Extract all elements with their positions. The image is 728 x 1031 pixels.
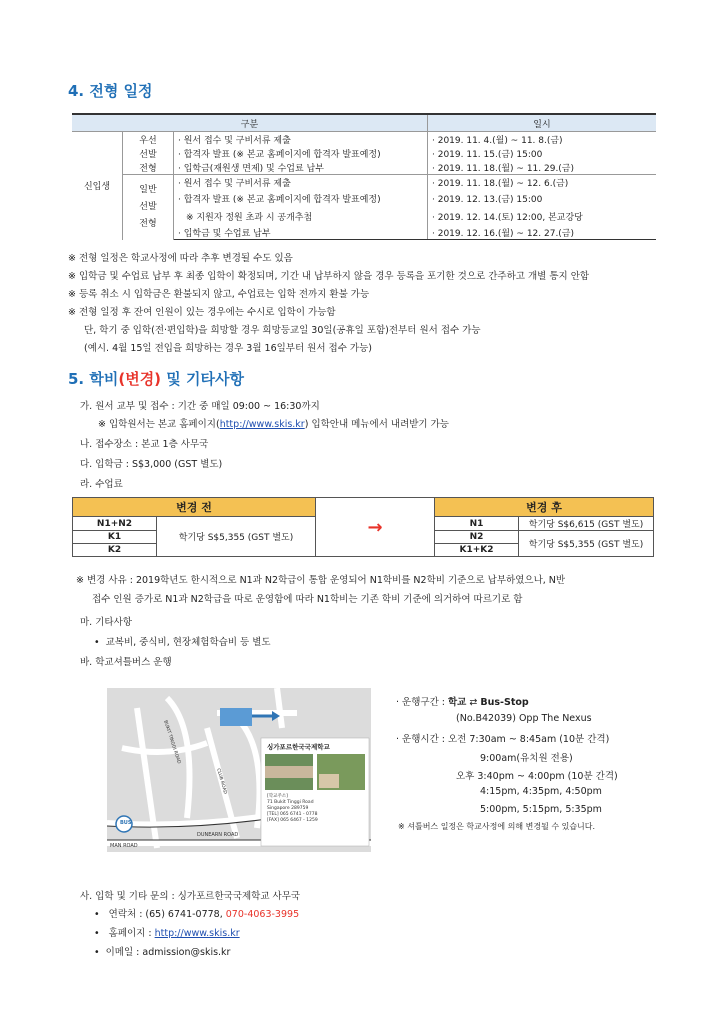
before-fee: 학기당 S$5,355 (GST 별도) xyxy=(157,517,316,557)
school-map xyxy=(107,688,371,852)
homepage-link[interactable]: http://www.skis.kr xyxy=(154,928,240,939)
general-date-2: · 2019. 12. 13.(금) 15:00 xyxy=(432,194,543,205)
note-6: (예시. 4월 15일 전입을 희망하는 경우 3월 16일부터 원서 접수 가능) xyxy=(84,343,372,354)
bus-am-1: 7:30am ~ 8:45am (10분 간격) xyxy=(469,734,610,745)
section-5-title-changed: (변경) xyxy=(118,370,162,388)
contact-phone-label: 연락처 : (65) 6741-0778, xyxy=(108,909,223,920)
general-date-1: · 2019. 11. 18.(월) ~ 12. 6.(금) xyxy=(432,178,569,189)
road-bukit-tinggi: BUKIT TINGGI ROAD xyxy=(162,720,181,765)
item-da: 다. 입학금 : S$3,000 (GST 별도) xyxy=(80,459,223,470)
section-5-title-main: 5. 학비 xyxy=(68,370,119,388)
general-item-3: ※ 지원자 정원 초과 시 공개추첨 xyxy=(174,207,428,225)
bus-time-pm xyxy=(456,768,618,782)
bus-time-am xyxy=(396,731,609,745)
road-main: MAN ROAD xyxy=(110,843,138,849)
tuition-fee-table xyxy=(72,497,654,557)
bus-route-from: 학교 xyxy=(448,697,467,708)
after-class-3: K1+K2 xyxy=(435,544,519,557)
note-3: ※ 등록 취소 시 입학금은 환불되지 않고, 수업료는 입학 전까지 환불 가능 xyxy=(68,289,370,300)
ga-note-text: ※ 입학원서는 본교 홈페이지( xyxy=(98,419,220,430)
category-new-student: 신입생 xyxy=(72,132,123,240)
item-ma: 마. 기타사항 xyxy=(80,617,132,628)
addr-fax: [FAX] 065 6467 - 1259 xyxy=(267,818,318,823)
section-4-title: 4. 전형 일정 xyxy=(68,82,153,100)
item-ra: 라. 수업료 xyxy=(80,479,123,490)
general-label-2: 선발 xyxy=(139,202,157,213)
early-label-2: 선발 xyxy=(123,146,174,160)
after-header: 변경 후 xyxy=(435,498,654,517)
change-arrow-cell xyxy=(316,498,435,557)
section-5-title-rest: 및 기타사항 xyxy=(161,370,244,388)
early-date-2: · 2019. 11. 15.(금) 15:00 xyxy=(432,149,543,160)
early-item-3: · 입학금(재원생 면제) 및 수업료 납부 xyxy=(174,160,428,175)
bus-pm-3: 5:00pm, 5:15pm, 5:35pm xyxy=(480,804,602,815)
road-dunearn: DUNEARN ROAD xyxy=(197,832,239,838)
after-fee-rest: 학기당 S$5,355 (GST 별도) xyxy=(519,531,654,557)
item-ga-note xyxy=(98,416,449,430)
general-item-1: · 원서 접수 및 구비서류 제출 xyxy=(174,175,428,190)
bus-stop-icon: BUS xyxy=(120,820,132,826)
item-na: 나. 접수장소 : 본교 1층 사무국 xyxy=(80,439,209,450)
bus-pm-2: 4:15pm, 4:35pm, 4:50pm xyxy=(480,786,602,797)
general-item-4: · 입학금 및 수업료 납부 xyxy=(174,225,428,240)
bus-note: ※ 셔틀버스 일정은 학교사정에 의해 변경될 수 있습니다. xyxy=(398,822,596,831)
item-ma-bullet: • 교복비, 중식비, 현장체험학습비 등 별도 xyxy=(94,634,271,648)
contact-homepage xyxy=(94,925,240,939)
change-arrow-icon: → xyxy=(367,516,383,538)
early-date-3: · 2019. 11. 18.(월) ~ 11. 29.(금) xyxy=(428,160,657,175)
bus-route-line2: (No.B42039) Opp The Nexus xyxy=(456,713,592,724)
road-club: CLUB ROAD xyxy=(215,768,228,795)
bus-am-label: 오전 xyxy=(448,734,467,745)
homepage-label: 홈페이지 : xyxy=(108,928,152,939)
header-date: 일시 xyxy=(428,114,657,132)
general-item-2: · 합격자 발표 (※ 본교 홈페이지에 합격자 발표예정) xyxy=(174,189,428,207)
bus-time-label: · 운행시간 : xyxy=(396,734,445,745)
early-item-2: · 합격자 발표 (※ 본교 홈페이지에 합격자 발표예정) xyxy=(174,146,428,160)
general-date-4: · 2019. 12. 16.(월) ~ 12. 27.(금) xyxy=(428,225,657,240)
header-division: 구분 xyxy=(72,114,428,132)
contact-phone xyxy=(94,906,299,920)
bus-route-swap-icon: ⇄ xyxy=(469,697,478,708)
early-label-1: 우선 xyxy=(123,132,174,147)
after-fee-n1: 학기당 S$6,615 (GST 별도) xyxy=(519,517,654,531)
addr-tel: [TEL] 065 6741 - 0778 xyxy=(267,812,318,817)
bus-am-2: 9:00am(유치원 전용) xyxy=(480,753,573,764)
early-label-3: 전형 xyxy=(123,160,174,175)
map-drawing xyxy=(107,688,371,852)
map-address xyxy=(267,794,318,824)
bus-route xyxy=(396,694,529,708)
general-label-1: 일반 xyxy=(139,185,157,196)
bus-route-label: · 운행구간 : xyxy=(396,697,445,708)
homepage-link-inline[interactable]: http://www.skis.kr xyxy=(219,419,305,430)
contact-phone-mobile: 070-4063-3995 xyxy=(225,909,300,920)
note-5: 단, 학기 중 입학(전·편입학)을 희망할 경우 희망등교일 30일(공휴일 포함)전부터 원서 접수 가능 xyxy=(84,325,481,336)
contact-email: • 이메일 : admission@skis.kr xyxy=(94,944,230,958)
before-class-3: K2 xyxy=(73,544,157,557)
item-ga: 가. 원서 교부 및 접수 : 기간 중 매일 09:00 ~ 16:30까지 xyxy=(80,401,320,412)
item-sa: 사. 입학 및 기타 문의 : 싱가포르한국국제학교 사무국 xyxy=(80,891,301,902)
general-label-3: 전형 xyxy=(139,219,157,230)
general-date-3: · 2019. 12. 14.(토) 12:00, 본교강당 xyxy=(432,212,583,223)
section-5-title xyxy=(68,368,244,389)
early-date-1: · 2019. 11. 4.(월) ~ 11. 8.(금) xyxy=(432,135,563,146)
change-reason-1: ※ 변경 사유 : 2019학년도 한시적으로 N1과 N2학급이 통합 운영되어 N1학비를 N2학비 기준으로 납부하였으나, N반 xyxy=(76,575,566,586)
bus-pm-label: 오후 xyxy=(456,771,475,782)
bus-pm-1: 3:40pm ~ 4:00pm (10분 간격) xyxy=(477,771,618,782)
note-1: ※ 전형 일정은 학교사정에 따라 추후 변경될 수도 있음 xyxy=(68,253,293,264)
map-school-name: 싱가포르한국국제학교 xyxy=(267,743,330,751)
note-2: ※ 입학금 및 수업료 납부 후 최종 입학이 확정되며, 기간 내 납부하지 않을 경우 등록을 포기한 것으로 간주하고 개별 통지 안함 xyxy=(68,271,590,282)
before-class-1: N1+N2 xyxy=(73,517,157,531)
change-reason-2: 접수 인원 증가로 N1과 N2학급을 따로 운영함에 따라 N1학비는 기존 학비 기준에 의거하여 따르기로 함 xyxy=(92,594,523,605)
addr-line-1: 71 Bukit Tinggi Road xyxy=(267,800,314,805)
addr-label: [학교주소] xyxy=(267,794,288,799)
before-class-2: K1 xyxy=(73,531,157,544)
item-ba: 바. 학교셔틀버스 운행 xyxy=(80,657,172,668)
general-label xyxy=(123,175,174,240)
bus-route-to: Bus-Stop xyxy=(480,697,529,708)
ga-note-text-end: ) 입학안내 메뉴에서 내려받기 가능 xyxy=(304,419,449,430)
after-class-2: N2 xyxy=(435,531,519,544)
before-header: 변경 전 xyxy=(73,498,316,517)
after-class-1: N1 xyxy=(435,517,519,531)
early-item-1: · 원서 접수 및 구비서류 제출 xyxy=(174,132,428,147)
note-4: ※ 전형 일정 후 잔여 인원이 있는 경우에는 수시로 입학이 가능함 xyxy=(68,307,336,318)
addr-line-2: Singapore 289759 xyxy=(267,806,309,811)
schedule-table xyxy=(72,113,656,240)
